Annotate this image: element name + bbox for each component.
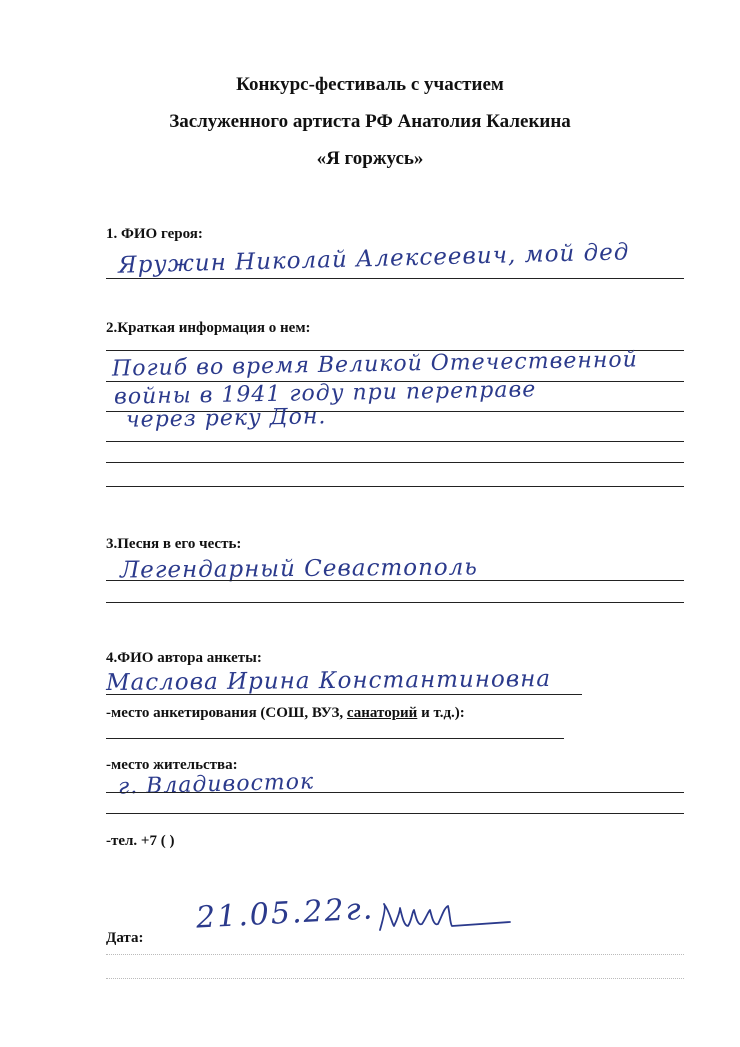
header-line-2: Заслуженного артиста РФ Анатолия Калекина <box>169 111 571 132</box>
signature <box>376 896 516 944</box>
info-line-4 <box>106 441 684 442</box>
survey-place-label: -место анкетирования (СОШ, ВУЗ, санаторий и т.д.): <box>106 705 465 721</box>
residence-value: г. Владивосток <box>117 769 315 800</box>
residence-label: -место жительства: <box>106 757 238 773</box>
date-line <box>106 954 684 955</box>
date-value: 21.05.22г. <box>195 891 376 936</box>
residence-line-1 <box>106 792 684 793</box>
bottom-line <box>106 978 684 979</box>
hero-name-value: Яружин Николай Алексеевич, мой дед <box>117 239 630 279</box>
author-line <box>106 694 582 695</box>
song-label: 3.Песня в его честь: <box>106 536 242 552</box>
hero-name-label: 1. ФИО героя: <box>106 226 203 242</box>
song-line-1 <box>106 580 684 581</box>
author-value: Маслова Ирина Константиновна <box>105 666 552 696</box>
hero-name-line <box>106 278 684 279</box>
info-text-3: через реку Дон. <box>125 404 327 433</box>
info-text-2: войны в 1941 году при переправе <box>113 377 537 410</box>
header-line-1: Конкурс-фестиваль с участием <box>236 74 504 95</box>
date-label: Дата: <box>106 930 144 946</box>
info-text-1: Погиб во время Великой Отечественной <box>111 347 639 382</box>
residence-line-2 <box>106 813 684 814</box>
song-line-2 <box>106 602 684 603</box>
info-line-6 <box>106 486 684 487</box>
header-line-3: «Я горжусь» <box>316 148 424 169</box>
info-label: 2.Краткая информация о нем: <box>106 320 311 336</box>
survey-place-line <box>106 738 564 739</box>
phone-label: -тел. +7 ( ) <box>106 833 175 849</box>
info-line-5 <box>106 462 684 463</box>
song-value: Легендарный Севастополь <box>119 554 478 584</box>
author-label: 4.ФИО автора анкеты: <box>106 650 262 666</box>
